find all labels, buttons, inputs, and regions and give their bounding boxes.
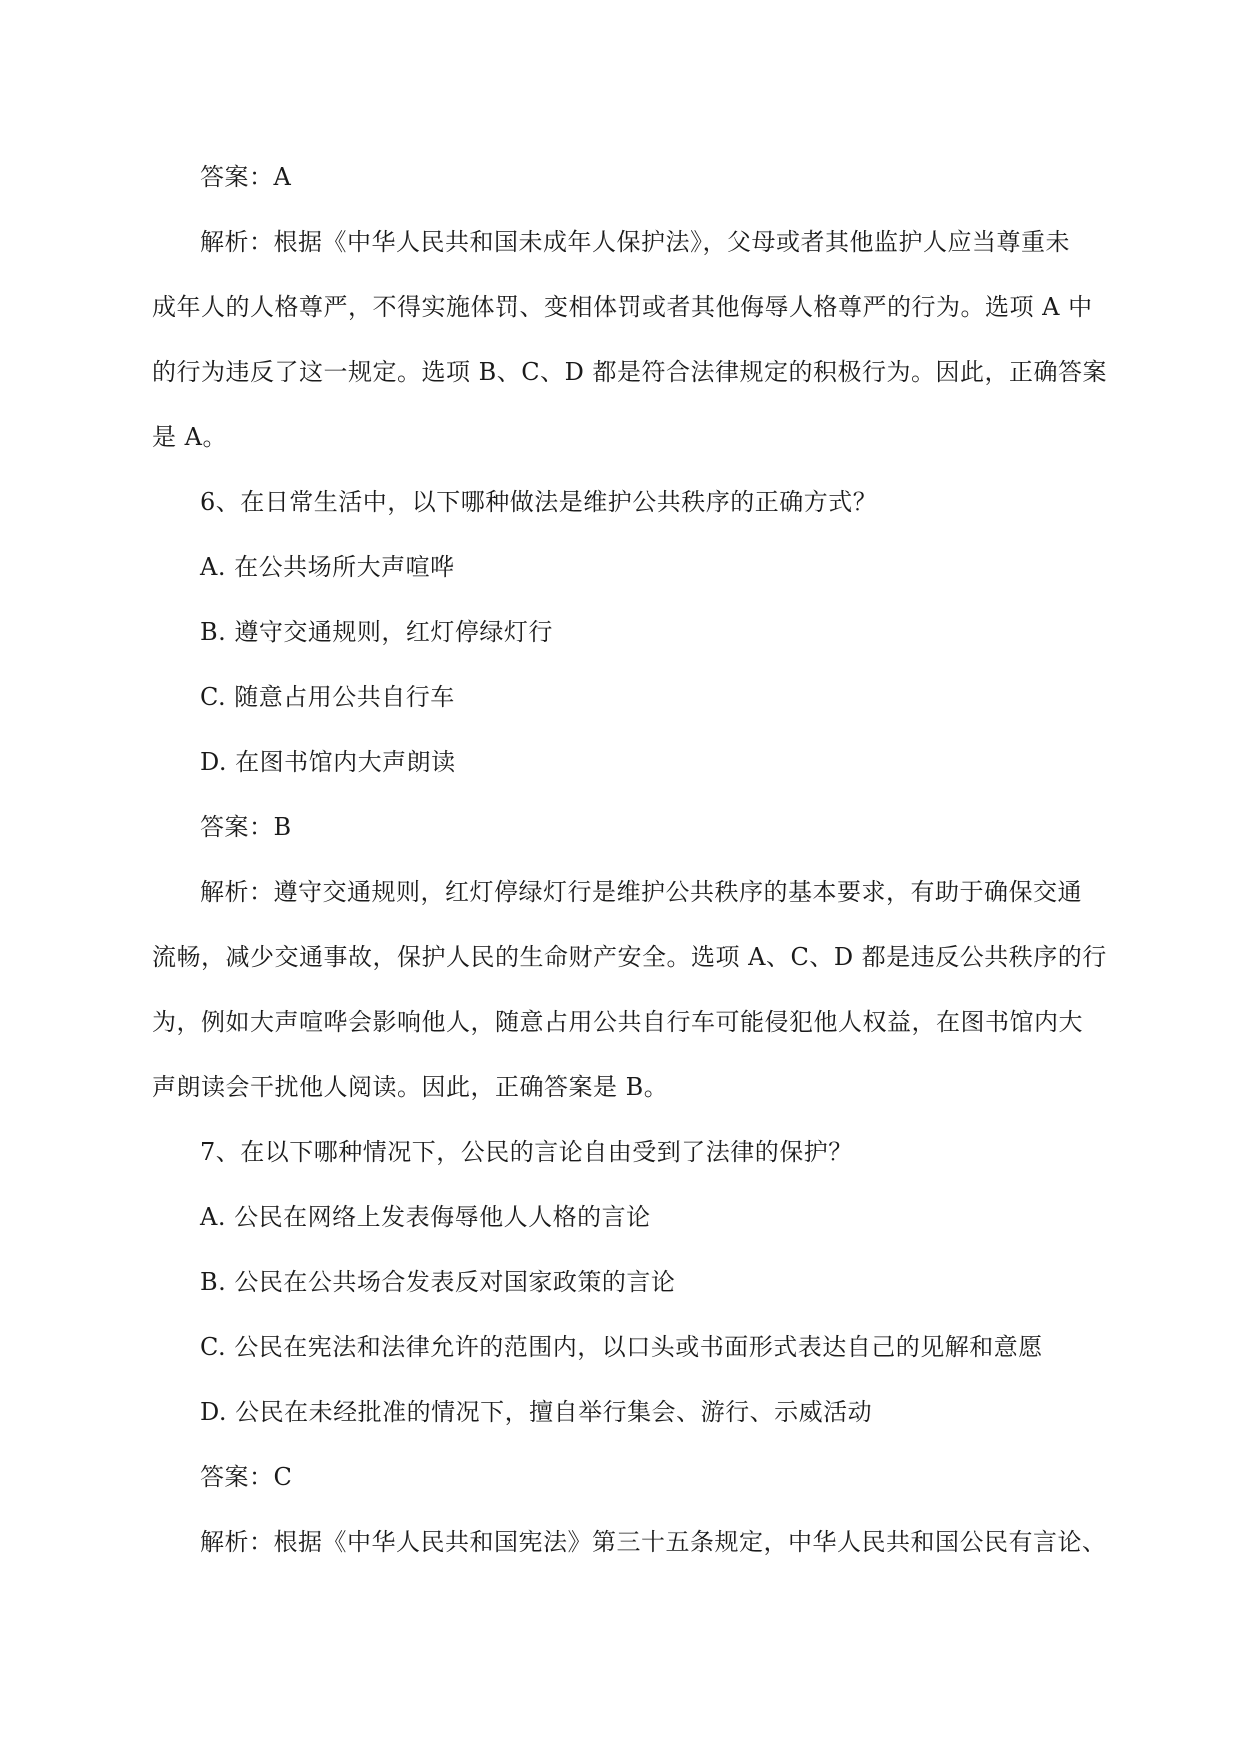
question (152, 470, 1092, 535)
text-line: 答案：B (200, 813, 292, 841)
text-line: 成年人的人格尊严，不得实施体罚、变相体罚或者其他侮辱人格尊严的行为。选项 A 中 (152, 293, 1093, 321)
answer-line (152, 145, 1092, 210)
document-page (152, 145, 1107, 1575)
analysis-paragraph (152, 1510, 1107, 1575)
option-c (152, 1315, 1092, 1380)
option-a (152, 535, 1092, 600)
text-line: 答案：C (200, 1463, 293, 1491)
answer-line (152, 1445, 1092, 1510)
text-line: 解析：根据《中华人民共和国未成年人保护法》，父母或者其他监护人应当尊重未 (200, 228, 1070, 256)
option-a (152, 1185, 1092, 1250)
option-d (152, 730, 1092, 795)
question (152, 1120, 1092, 1185)
option-b (152, 1250, 1092, 1315)
text-line: B. 遵守交通规则，红灯停绿灯行 (200, 618, 553, 646)
text-line: 答案：A (200, 163, 292, 191)
text-line: 的行为违反了这一规定。选项 B、C、D 都是符合法律规定的积极行为。因此，正确答案 (152, 358, 1107, 386)
text-line: 为，例如大声喧哗会影响他人，随意占用公共自行车可能侵犯他人权益，在图书馆内大 (152, 1008, 1083, 1036)
text-line: D. 在图书馆内大声朗读 (200, 748, 456, 776)
text-line: 解析：遵守交通规则，红灯停绿灯行是维护公共秩序的基本要求，有助于确保交通 (200, 878, 1082, 906)
option-b (152, 600, 1092, 665)
text-line: 7、在以下哪种情况下，公民的言论自由受到了法律的保护？ (200, 1138, 853, 1166)
text-line: 声朗读会干扰他人阅读。因此，正确答案是 B。 (152, 1073, 669, 1101)
text-line: C. 随意占用公共自行车 (200, 683, 455, 711)
option-d (152, 1380, 1092, 1445)
text-line: C. 公民在宪法和法律允许的范围内，以口头或书面形式表达自己的见解和意愿 (200, 1333, 1043, 1361)
text-line: 解析：根据《中华人民共和国宪法》第三十五条规定，中华人民共和国公民有言论、 (200, 1528, 1107, 1556)
option-c (152, 665, 1092, 730)
answer-line (152, 795, 1092, 860)
analysis-paragraph (152, 210, 1107, 470)
text-line: B. 公民在公共场合发表反对国家政策的言论 (200, 1268, 676, 1296)
text-line: 流畅，减少交通事故，保护人民的生命财产安全。选项 A、C、D 都是违反公共秩序的行 (152, 943, 1107, 971)
text-line: D. 公民在未经批准的情况下，擅自举行集会、游行、示威活动 (200, 1398, 873, 1426)
text-line: A. 在公共场所大声喧哗 (200, 553, 455, 581)
analysis-paragraph (152, 860, 1107, 1120)
text-line: 6、在日常生活中，以下哪种做法是维护公共秩序的正确方式？ (200, 488, 878, 516)
text-line: A. 公民在网络上发表侮辱他人人格的言论 (200, 1203, 651, 1231)
text-line: 是 A。 (152, 423, 227, 451)
